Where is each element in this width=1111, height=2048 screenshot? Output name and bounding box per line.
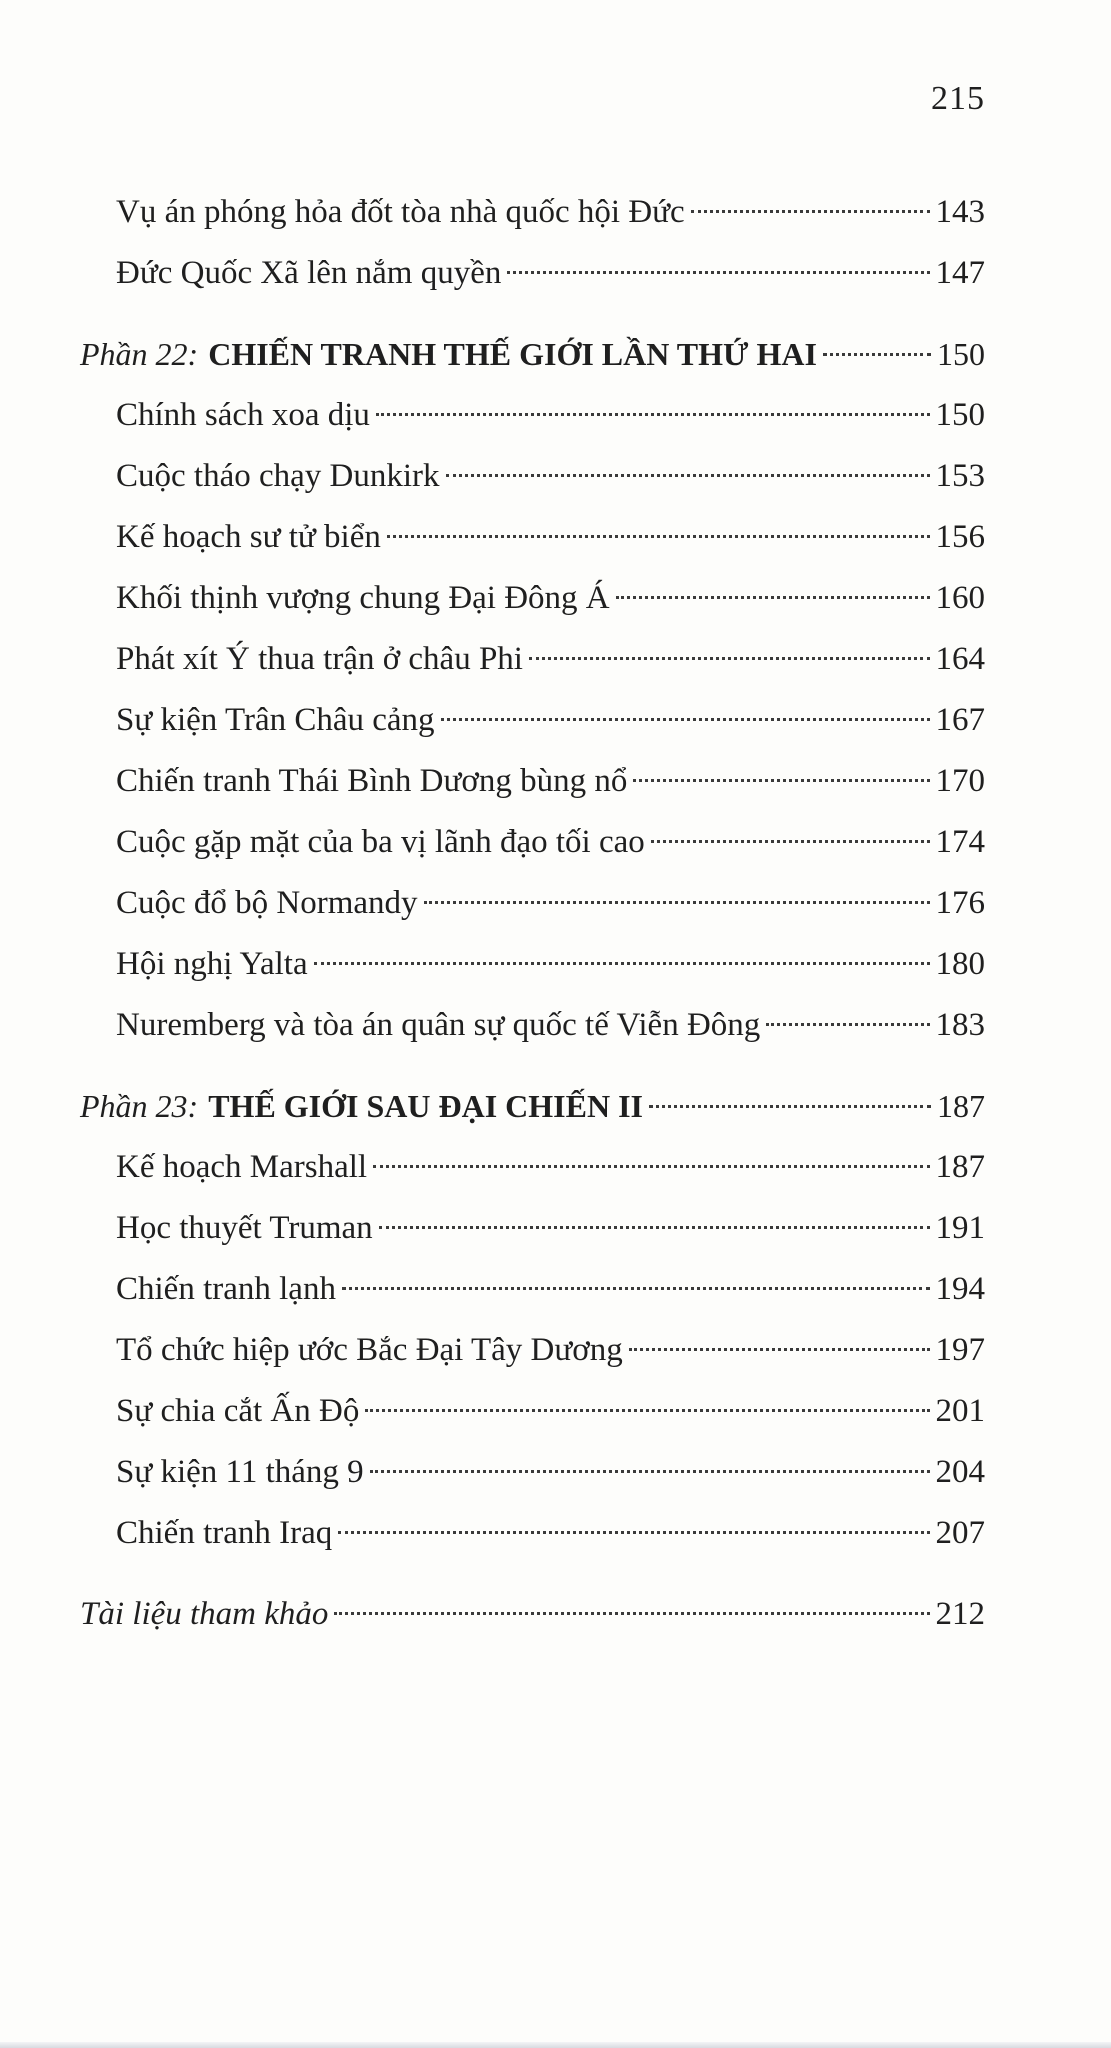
- entry-page-number: 174: [935, 824, 985, 860]
- dot-leader: [616, 596, 930, 599]
- dot-leader: [365, 1409, 929, 1412]
- entry-page-number: 191: [935, 1210, 985, 1246]
- toc-entry: [80, 934, 985, 995]
- entry-title: Học thuyết Truman: [116, 1210, 373, 1246]
- entry-page-number: 170: [935, 763, 985, 799]
- entry-title: Vụ án phóng hỏa đốt tòa nhà quốc hội Đức: [116, 194, 685, 230]
- entry-page-number: 150: [937, 336, 985, 372]
- toc-entry: [80, 243, 985, 304]
- toc-entry: [80, 1137, 985, 1198]
- entry-page-number: 164: [935, 641, 985, 677]
- toc-entry: [80, 446, 985, 507]
- toc-entry: [80, 1320, 985, 1381]
- dot-leader: [507, 271, 929, 274]
- entry-title: Cuộc tháo chạy Dunkirk: [116, 458, 440, 494]
- entry-title: Hội nghị Yalta: [116, 946, 308, 982]
- entry-page-number: 153: [935, 458, 985, 494]
- entry-page-number: 160: [935, 580, 985, 616]
- toc-entry: [80, 182, 985, 243]
- entry-title: Kế hoạch Marshall: [116, 1149, 368, 1185]
- toc-entry: [80, 690, 985, 751]
- dot-leader: [823, 353, 931, 356]
- entry-page-number: 197: [935, 1332, 985, 1368]
- toc-entry: [80, 812, 985, 873]
- dot-leader: [633, 779, 929, 782]
- dot-leader: [649, 1105, 931, 1108]
- toc-entry: [80, 1259, 985, 1320]
- toc-entry: [80, 1503, 985, 1564]
- entry-title: CHIẾN TRANH THẾ GIỚI LẦN THỨ HAI: [208, 336, 817, 372]
- dot-leader: [338, 1531, 929, 1534]
- entry-title: Chiến tranh lạnh: [116, 1271, 336, 1307]
- toc-entry: [80, 995, 985, 1056]
- toc-references-entry: [80, 1584, 985, 1645]
- entry-title: Tổ chức hiệp ước Bắc Đại Tây Dương: [116, 1332, 623, 1368]
- dot-leader: [334, 1612, 929, 1615]
- dot-leader: [424, 901, 930, 904]
- entry-page-number: 180: [935, 946, 985, 982]
- dot-leader: [766, 1023, 929, 1026]
- dot-leader: [342, 1287, 930, 1290]
- dot-leader: [387, 535, 930, 538]
- entry-title: Cuộc đổ bộ Normandy: [116, 885, 418, 921]
- part-prefix: Phần 23:: [80, 1088, 199, 1124]
- entry-page-number: 183: [935, 1007, 985, 1043]
- entry-page-number: 147: [935, 255, 985, 291]
- dot-leader: [529, 657, 930, 660]
- dot-leader: [651, 840, 930, 843]
- dot-leader: [629, 1348, 930, 1351]
- entry-page-number: 143: [935, 194, 985, 230]
- toc-entry: [80, 1442, 985, 1503]
- entry-title: Nuremberg và tòa án quân sự quốc tế Viễn Đông: [116, 1007, 761, 1043]
- toc-entry: [80, 873, 985, 934]
- entry-title: Tài liệu tham khảo: [80, 1596, 329, 1632]
- entry-page-number: 212: [935, 1596, 985, 1632]
- entry-page-number: 150: [935, 397, 985, 433]
- entry-title: Sự kiện 11 tháng 9: [116, 1454, 364, 1490]
- entry-title: Đức Quốc Xã lên nắm quyền: [116, 255, 502, 291]
- table-of-contents: [80, 182, 985, 1645]
- page-edge: [0, 2042, 1111, 2048]
- dot-leader: [370, 1470, 930, 1473]
- toc-entry: [80, 568, 985, 629]
- toc-entry: [80, 1381, 985, 1442]
- entry-page-number: 201: [935, 1393, 985, 1429]
- entry-title: THẾ GIỚI SAU ĐẠI CHIẾN II: [208, 1088, 643, 1124]
- toc-part-heading: [80, 1076, 985, 1137]
- entry-title: Phát xít Ý thua trận ở châu Phi: [116, 641, 523, 677]
- dot-leader: [376, 413, 930, 416]
- entry-page-number: 194: [935, 1271, 985, 1307]
- page-number: 215: [931, 80, 985, 117]
- part-prefix: Phần 22:: [80, 336, 199, 372]
- entry-page-number: 204: [935, 1454, 985, 1490]
- dot-leader: [373, 1165, 929, 1168]
- entry-title: Kế hoạch sư tử biển: [116, 519, 381, 555]
- entry-title: Sự kiện Trân Châu cảng: [116, 702, 435, 738]
- entry-page-number: 207: [935, 1515, 985, 1551]
- entry-page-number: 156: [935, 519, 985, 555]
- entry-title: Khối thịnh vượng chung Đại Đông Á: [116, 580, 610, 616]
- toc-entry: [80, 751, 985, 812]
- entry-page-number: 187: [937, 1088, 985, 1124]
- entry-page-number: 187: [935, 1149, 985, 1185]
- entry-title: Sự chia cắt Ấn Độ: [116, 1393, 360, 1429]
- dot-leader: [446, 474, 930, 477]
- toc-entry: [80, 385, 985, 446]
- entry-title: Chính sách xoa dịu: [116, 397, 370, 433]
- toc-entry: [80, 507, 985, 568]
- dot-leader: [441, 718, 930, 721]
- entry-title: Chiến tranh Iraq: [116, 1515, 333, 1551]
- toc-entry: [80, 1198, 985, 1259]
- entry-page-number: 167: [935, 702, 985, 738]
- dot-leader: [691, 210, 930, 213]
- entry-page-number: 176: [935, 885, 985, 921]
- toc-entry: [80, 629, 985, 690]
- dot-leader: [314, 962, 930, 965]
- entry-title: Chiến tranh Thái Bình Dương bùng nổ: [116, 763, 628, 799]
- toc-part-heading: [80, 324, 985, 385]
- dot-leader: [379, 1226, 930, 1229]
- entry-title: Cuộc gặp mặt của ba vị lãnh đạo tối cao: [116, 824, 645, 860]
